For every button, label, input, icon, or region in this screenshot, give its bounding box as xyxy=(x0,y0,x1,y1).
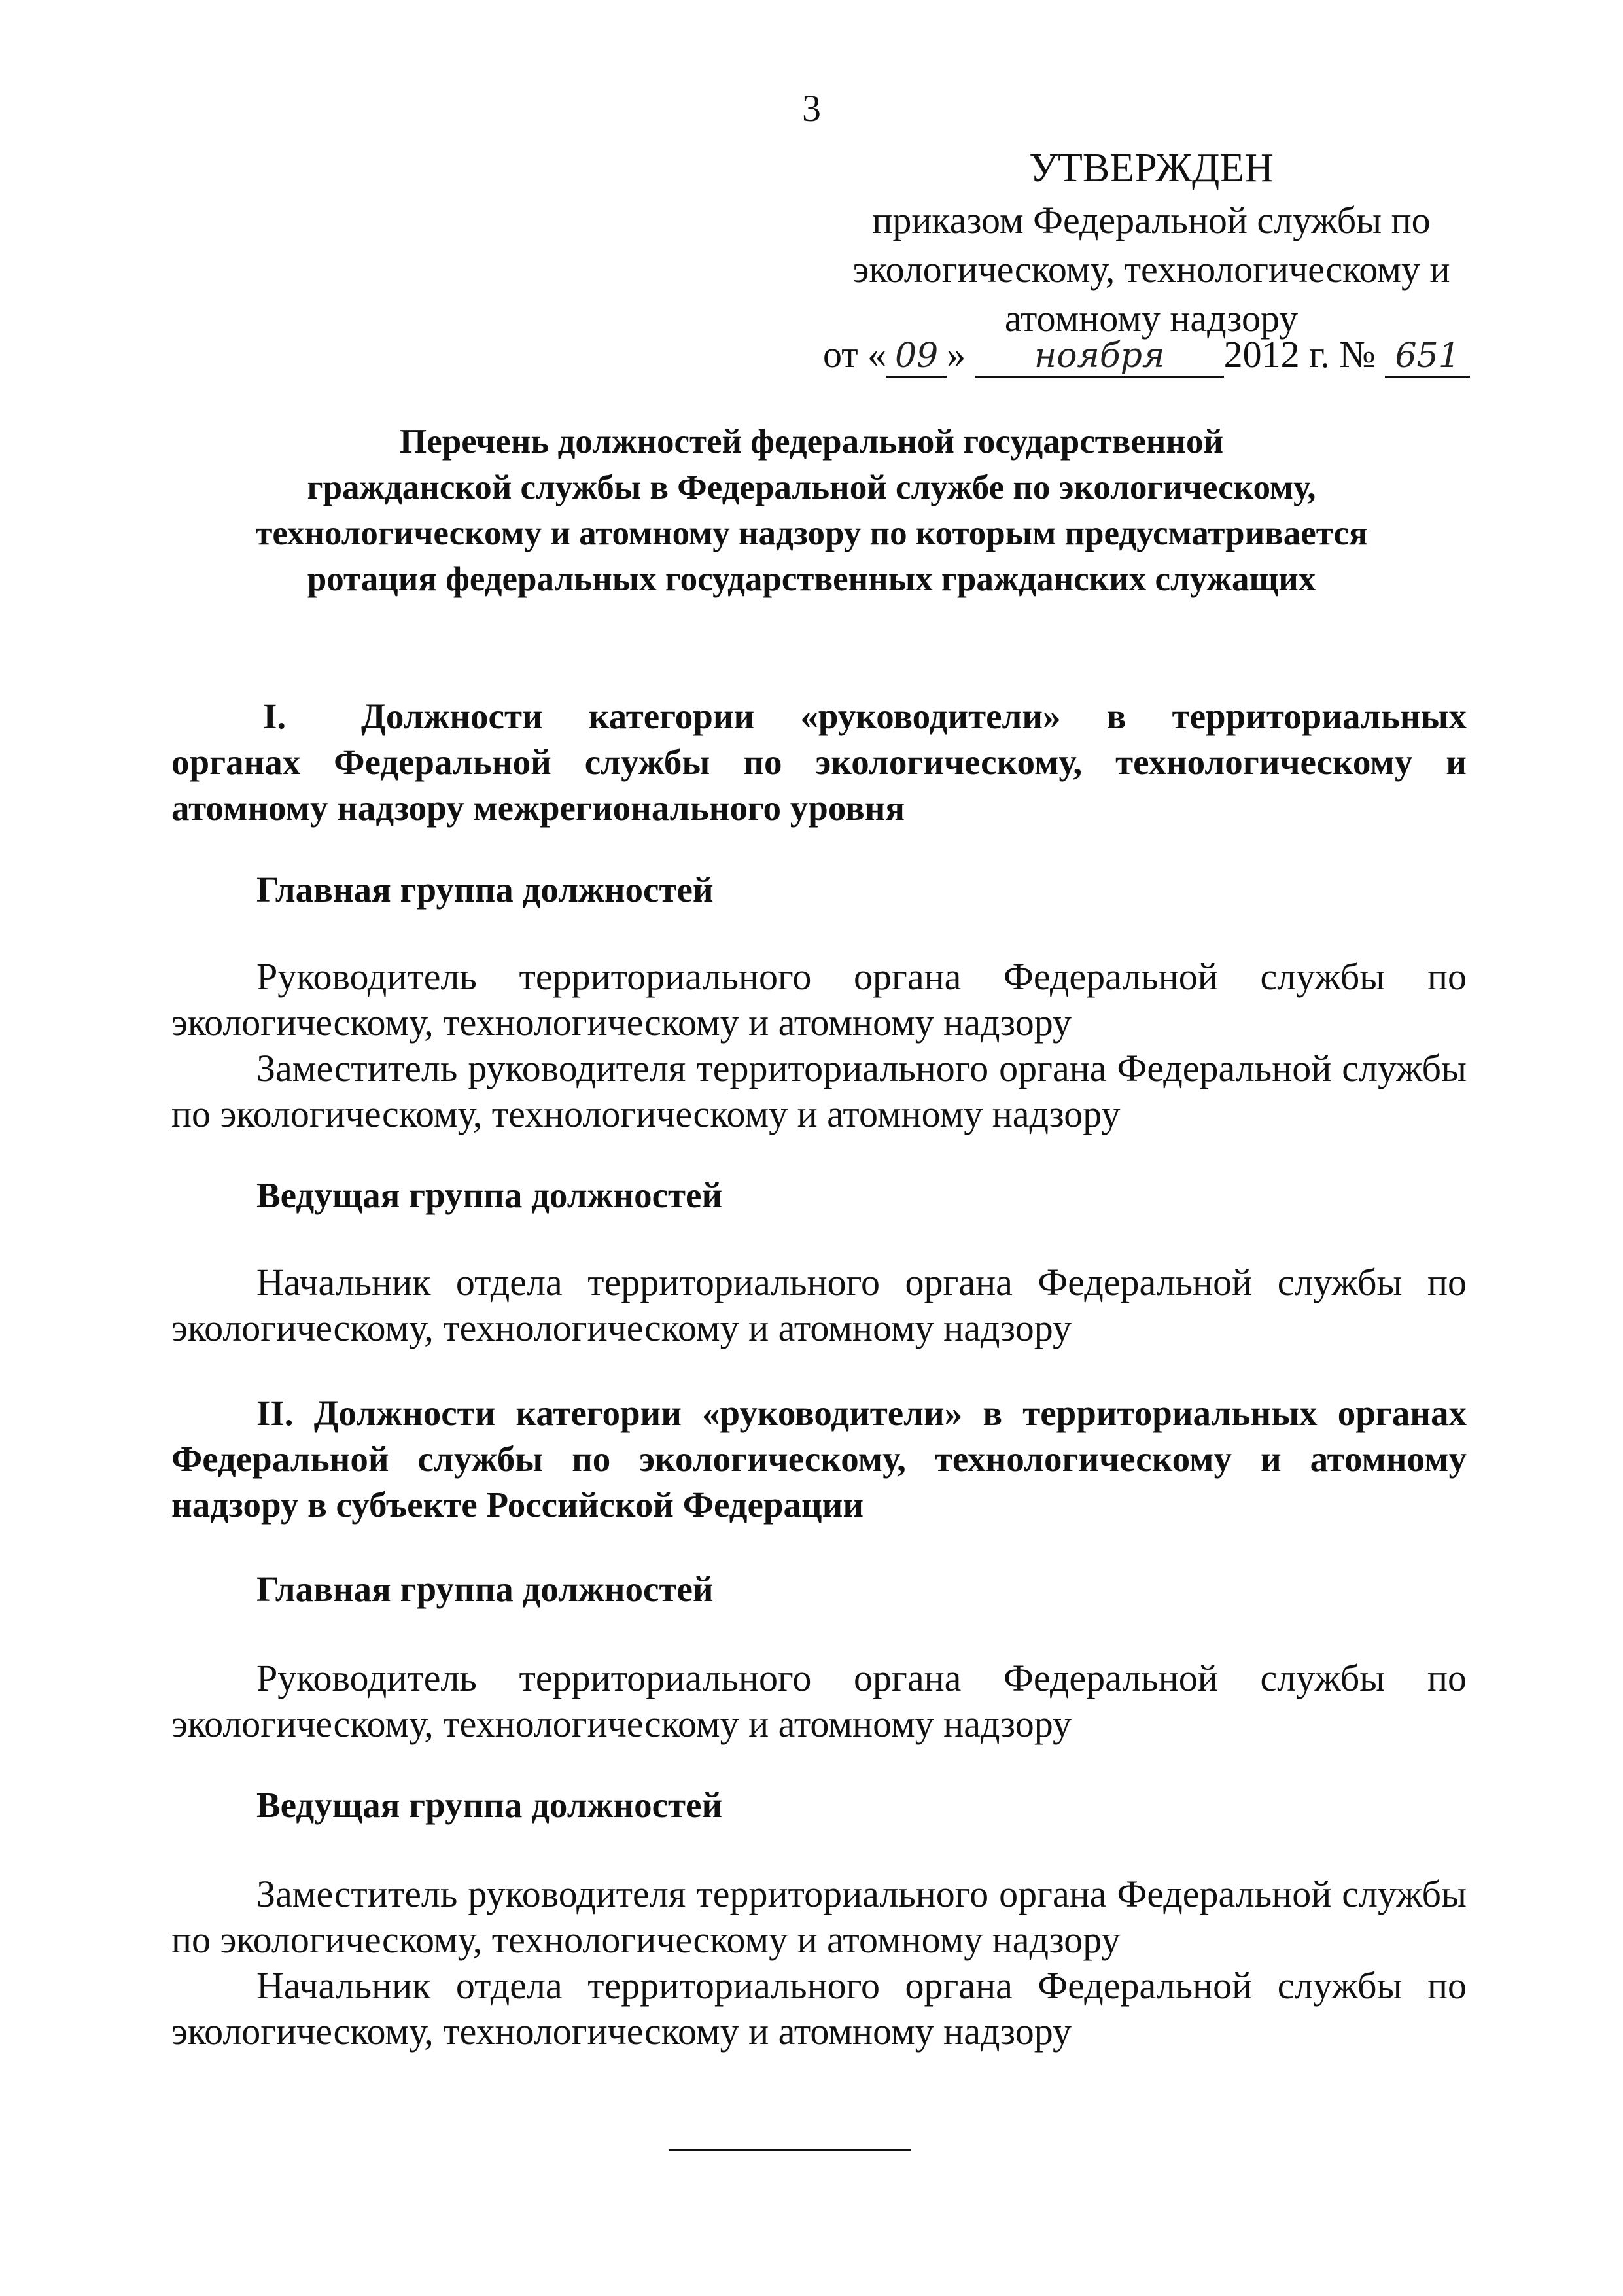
order-date-line xyxy=(823,332,1470,378)
order-year: 2012 г. № xyxy=(1223,333,1376,376)
order-day-handwritten: 09 xyxy=(886,336,947,378)
approved-label: УТВЕРЖДЕН xyxy=(1029,146,1274,190)
approval-line-3: атомному надзору xyxy=(1004,297,1299,340)
section-2-group-main: Главная группа должностей xyxy=(256,1569,714,1609)
section-1-number: I. xyxy=(263,696,287,736)
title-line-3: технологическому и атомному надзору по которым предусматривается xyxy=(255,514,1368,552)
section-1-heading-rest: органах Федеральной службы по экологическому, технологическому и атомному надзору межрегионального уровня xyxy=(171,742,1467,828)
order-month-handwritten: ноября xyxy=(975,336,1224,378)
section-1-group-main: Главная группа должностей xyxy=(256,870,714,910)
section-2-lead-item-1: Заместитель руководителя территориального органа Федеральной службы по экологическому, технологическому и атомному надзору xyxy=(171,1873,1467,1961)
page-number: 3 xyxy=(802,87,821,130)
title-line-1: Перечень должностей федеральной государственной xyxy=(399,423,1224,461)
footer-divider xyxy=(669,2149,911,2151)
section-2-main-item-1: Руководитель территориального органа Федеральной службы по экологическому, технологическому и атомному надзору xyxy=(171,1657,1467,1745)
order-prefix: от « xyxy=(823,333,887,376)
section-1-heading xyxy=(171,694,1467,831)
section-2-group-lead: Ведущая группа должностей xyxy=(256,1785,723,1825)
approval-line-2: экологическому, технологическому и xyxy=(852,248,1450,291)
title-line-4: ротация федеральных государственных гражданских служащих xyxy=(307,560,1316,598)
section-1-group-lead: Ведущая группа должностей xyxy=(256,1175,723,1215)
approval-line-1: приказом Федеральной службы по xyxy=(872,199,1431,241)
order-number-handwritten: 651 xyxy=(1385,336,1470,378)
document-title xyxy=(131,419,1492,602)
title-line-2: гражданской службы в Федеральной службе по экологическому, xyxy=(307,468,1316,506)
section-1-main-item-2: Заместитель руководителя территориального органа Федеральной службы по экологическому, технологическому и атомному надзору xyxy=(171,1047,1467,1135)
section-1-lead-item-1: Начальник отдела территориального органа Федеральной службы по экологическому, технологическому и атомному надзору xyxy=(171,1261,1467,1349)
section-1-main-item-1: Руководитель территориального органа Федеральной службы по экологическому, технологическому и атомному надзору xyxy=(171,955,1467,1044)
order-day-close: » xyxy=(947,333,966,376)
approval-stamp xyxy=(811,144,1492,343)
section-2-heading: II. Должности категории «руководители» в территориальных органах Федеральной службы по экологическому, технологическому и атомному надзору в субъекте Российской Федерации xyxy=(171,1393,1467,1525)
section-1-heading-line1: Должности категории «руководители» в территориальных xyxy=(361,696,1467,736)
section-2-lead-item-2: Начальник отдела территориального органа Федеральной службы по экологическому, технологическому и атомному надзору xyxy=(171,1964,1467,2053)
